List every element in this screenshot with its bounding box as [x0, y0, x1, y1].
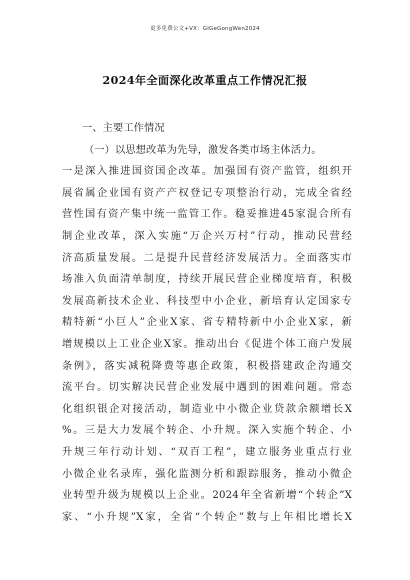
paragraph-line: 增规模以上工业企业X家。推动出台《促进个体工商户发展 [62, 338, 352, 350]
document-body [62, 118, 352, 528]
paragraph-line: 展省属企业国有资产产权登记专项整治行动，完成全省经 [62, 187, 352, 199]
paragraph-line: 济高质量发展。二是提升民营经济发展活力。全面落实市 [62, 252, 352, 264]
paragraph-line: %。三是大力发展个转企、小升规。深入实施个转企、小 [62, 425, 352, 437]
paragraph-line: 家、“小升规”X家，全省“个转企”数与上年相比增长X [62, 511, 352, 523]
paragraph-line: 发展高新技术企业、科技型中小企业，新培育认定国家专 [62, 295, 352, 307]
paragraph-line: 升规三年行动计划、“双百工程”，建立服务业重点行业 [62, 446, 352, 458]
paragraph-line: 小微企业名录库，强化监测分析和跟踪服务，推动小微企 [62, 468, 352, 480]
paragraph-line: 流平台。切实解决民营企业发展中遇到的困难问题。常态 [62, 382, 352, 394]
paragraph-line: 场准入负面清单制度，持续开展民营企业梯度培育，积极 [62, 274, 352, 286]
document-title: 2024年全面深化改革重点工作情况汇报 [102, 74, 308, 87]
paragraph-line: 业转型升级为规模以上企业。2024年全省新增“个转企”X [62, 490, 352, 502]
subsection-heading: （一）以思想改革为先导，激发各类市场主体活力。 [84, 144, 322, 156]
section-heading: 一、主要工作情况 [82, 123, 165, 134]
paragraph-line: 营性国有资产集中统一监管工作。稳妥推进45家混合所有 [62, 209, 352, 221]
paragraph-line: 条例》，落实减税降费等惠企政策，积极搭建政企沟通交 [62, 360, 352, 372]
paragraph-line: 制企业改革，深入实施“万企兴万村”行动，推动民营经 [62, 230, 352, 242]
paragraph-line: 精特新“小巨人”企业X家、省专精特新中小企业X家，新 [62, 317, 352, 329]
paragraph-line: 一是深入推进国资国企改革。加强国有资产监管，组织开 [62, 166, 352, 178]
header-note: 更多免费公文+VX：GlGeGongWen2024 [150, 26, 260, 32]
paragraph-line: 化组织银企对接活动，制造业中小微企业贷款余额增长X [62, 403, 352, 415]
